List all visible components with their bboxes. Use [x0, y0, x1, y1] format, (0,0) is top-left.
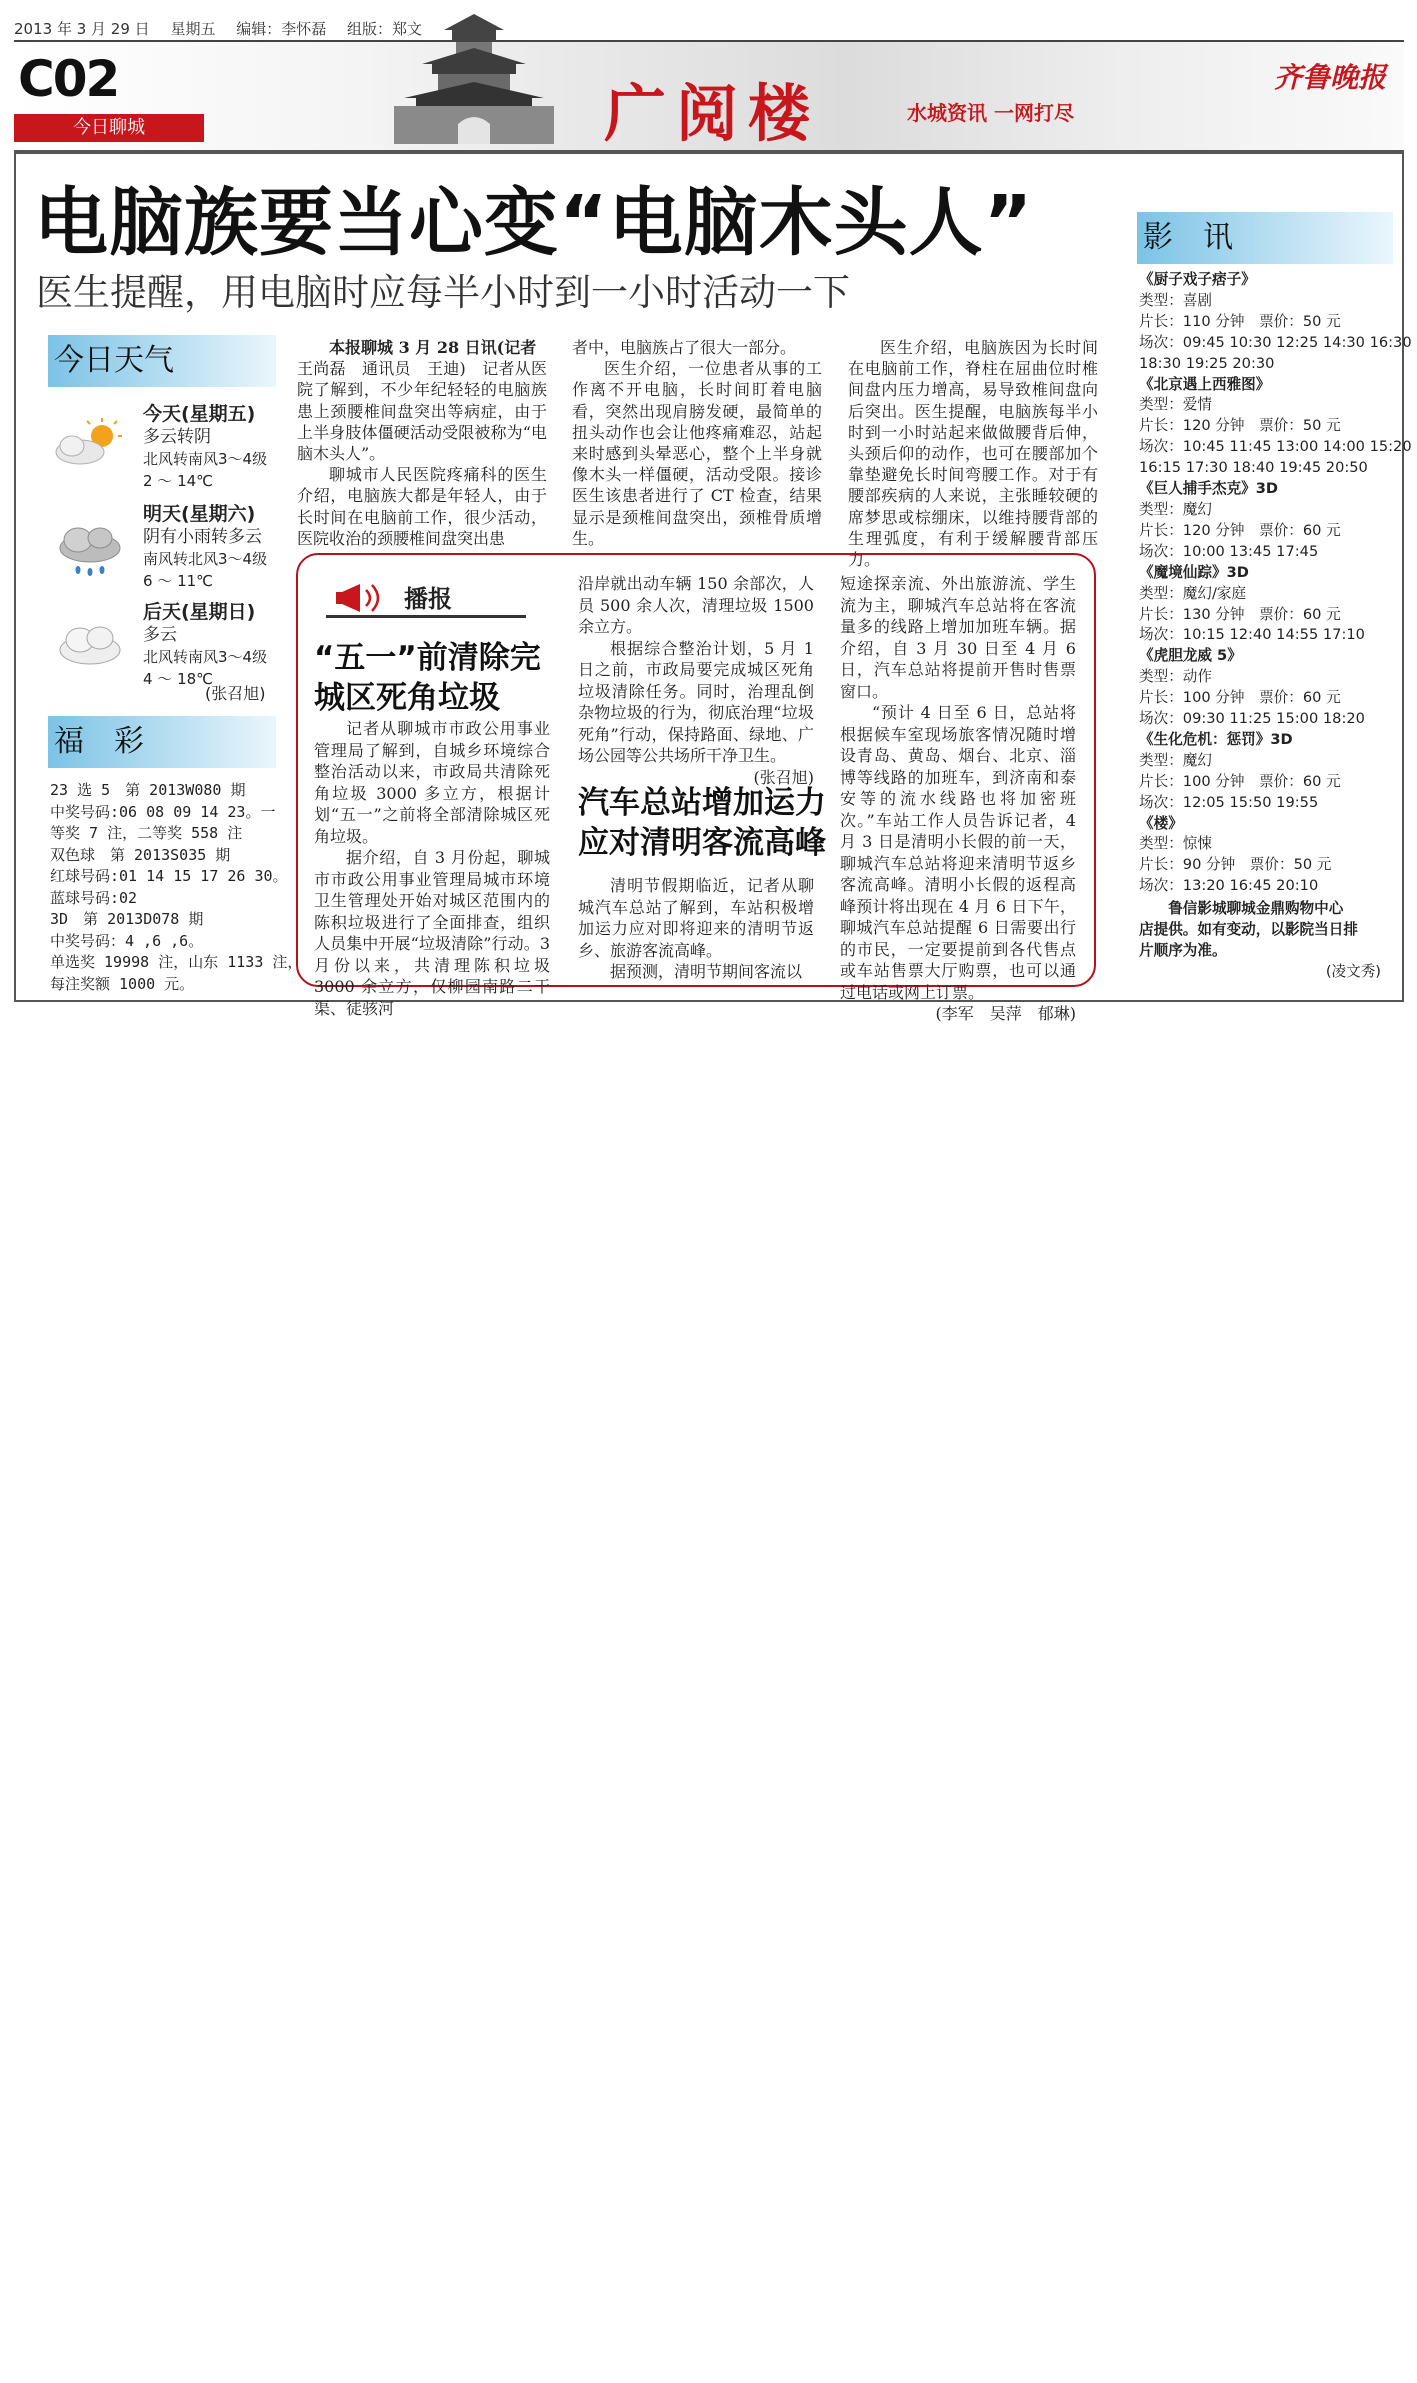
- sub-headline: 医生提醒，用电脑时应每半小时到一小时活动一下: [36, 271, 850, 314]
- film-showtimes: 场次：13:20 16:45 20:10: [1139, 877, 1319, 895]
- main-headline: 电脑族要当心变“电脑木头人”: [34, 180, 1034, 266]
- film-length-price: [1139, 855, 1401, 876]
- lottery-line: 红球号码:01 14 15 17 26 30。: [50, 867, 288, 885]
- film-title: 《虎胆龙威 5》: [1139, 647, 1242, 665]
- brief2-credit: (李军 吴萍 郁琳): [935, 1004, 1076, 1023]
- cinema-listings: [1139, 270, 1412, 983]
- lottery-heading: 福 彩: [48, 716, 276, 768]
- section-tag: 今日聊城: [14, 114, 204, 142]
- film-price: 票价：60 元: [1259, 689, 1341, 707]
- article-column-3: [848, 337, 1098, 570]
- rain-cloud-icon: [50, 520, 130, 580]
- film-entry: [1139, 375, 1412, 480]
- column-title: 广阅楼: [604, 77, 821, 150]
- film-title: 《魔境仙踪》3D: [1139, 563, 1249, 581]
- film-length: 片长：100 分钟: [1139, 772, 1245, 790]
- lottery-line: 3D 第 2013D078 期: [50, 910, 204, 928]
- film-showtimes: 16:15 17:30 18:40 19:45 20:50: [1139, 459, 1368, 477]
- brief-label: 播报: [326, 580, 526, 618]
- weather-wind: 北风转南风3～4级: [143, 450, 268, 468]
- brief2-title-line2: 应对清明客流高峰: [578, 825, 826, 861]
- film-showtimes: 场次：09:30 11:25 15:00 18:20: [1139, 710, 1365, 728]
- page-number: C02: [18, 50, 119, 108]
- cinema-note-line: 片顺序为准。: [1139, 942, 1227, 959]
- weather-wind: 南风转北风3～4级: [143, 550, 268, 568]
- film-length: 片长：100 分钟: [1139, 689, 1245, 707]
- article-paragraph: 医生介绍，一位患者从事的工作离不开电脑，长时间盯着电脑看，突然出现肩膀发硬，最简单的扭头动作也会让他疼痛难忍，站起来时感到头晕恶心，整个上半身就像木头一样僵硬，活动受限。接诊医生该患者进行了 CT 检查，结果显示是颈椎间盘突出，颈椎骨质增生。: [572, 359, 822, 548]
- film-length: 片长：90 分钟: [1139, 856, 1236, 874]
- article-paragraph: 聊城市人民医院疼痛科的医生介绍，电脑族大都是年轻人，由于长时间在电脑前工作，很少活动，医院收治的颈腰椎间盘突出患: [297, 465, 547, 548]
- film-type: 类型：魔幻/家庭: [1139, 584, 1247, 602]
- film-price: 票价：50 元: [1249, 856, 1332, 874]
- article-paragraph: 医生介绍，电脑族因为长时间在电脑前工作，脊柱在屈曲位时椎间盘内压力增高，易导致椎间盘向后突出。医生提醒，电脑族每半小时到一小时站起来做做腰背后伸，头颈后仰的动作，也可在腰部加个靠垫避免长时间弯腰工作。对于有腰部疾病的人来说，主张睡较硬的席梦思或棕绷床，以维持腰背部的生理弧度，有利于缓解腰背部压力。: [848, 338, 1098, 570]
- article-column-1: [297, 337, 547, 549]
- editor-credit: 编辑：李怀磊: [236, 20, 327, 38]
- film-type: 类型：魔幻: [1139, 751, 1212, 769]
- film-length: 片长：120 分钟: [1139, 417, 1245, 435]
- film-length-price: [1139, 688, 1401, 709]
- cloud-icon: [50, 616, 130, 676]
- film-length-price: [1139, 605, 1401, 626]
- film-price: 票价：50 元: [1259, 417, 1341, 435]
- weather-today: [143, 403, 267, 492]
- film-type: 类型：魔幻: [1139, 500, 1212, 518]
- film-showtimes: 场次：10:45 11:45 13:00 14:00 15:20: [1139, 438, 1412, 456]
- film-title: 《生化危机：惩罚》3D: [1139, 730, 1293, 748]
- film-type: 类型：惊悚: [1139, 835, 1212, 853]
- weather-day-after: [143, 601, 267, 690]
- brief1-title-line2: 城区死角垃圾: [314, 680, 500, 716]
- article-column-2: [572, 337, 822, 549]
- film-entry: [1139, 479, 1401, 563]
- film-showtimes: 18:30 19:25 20:30: [1139, 354, 1275, 372]
- film-title: 《巨人捕手杰克》3D: [1139, 480, 1279, 498]
- film-title: 《楼》: [1139, 814, 1183, 832]
- film-entry: [1139, 814, 1401, 898]
- film-type: 类型：爱情: [1139, 396, 1212, 414]
- weather-condition: 多云: [143, 625, 177, 645]
- column-slogan: 水城资讯 一网打尽: [907, 101, 1074, 125]
- brief1-body-cont: [578, 573, 814, 788]
- film-entry: [1139, 270, 1412, 375]
- film-entry: [1139, 730, 1401, 814]
- issue-date: 2013 年 3 月 29 日: [14, 20, 150, 38]
- brief2-title: [578, 783, 826, 863]
- film-type: 类型：动作: [1139, 668, 1212, 686]
- cinema-credit: (凌文秀): [1325, 962, 1381, 980]
- brief2-body-cont: [840, 573, 1076, 1025]
- film-showtimes: 场次：10:00 13:45 17:45: [1139, 542, 1319, 560]
- film-length-price: [1139, 312, 1401, 333]
- lottery-results: [50, 780, 302, 995]
- brief-paragraph: 沿岸就出动车辆 150 余部次，人员 500 余人次，清理垃圾 1500 余立方。: [578, 574, 814, 636]
- brief1-body: [314, 718, 550, 1019]
- film-price: 票价：60 元: [1259, 521, 1341, 539]
- weather-tomorrow: [143, 503, 267, 592]
- cinema-note-line: 鲁信影城聊城金鼎购物中心: [1168, 900, 1344, 918]
- film-length-price: [1139, 772, 1401, 793]
- film-showtimes: 场次：12:05 15:50 19:55: [1139, 793, 1319, 811]
- film-length-price: [1139, 416, 1401, 437]
- article-paragraph: 者中，电脑族占了很大一部分。: [572, 338, 797, 357]
- lottery-line: 每注奖额 1000 元。: [50, 974, 195, 993]
- film-length: 片长：130 分钟: [1139, 605, 1245, 623]
- weather-day-label: 明天(星期六): [143, 503, 256, 525]
- weather-credit: (张召旭): [205, 684, 266, 703]
- film-price: 票价：60 元: [1259, 605, 1341, 623]
- article-lead: 本报聊城 3 月 28 日讯(记者: [329, 338, 537, 357]
- article-paragraph: 王尚磊 通讯员 王迪) 记者从医院了解到，不少年纪轻轻的电脑族患上颈腰椎间盘突出等病症，由于上半身肢体僵硬活动受限被称为“电脑木头人”。: [297, 359, 547, 464]
- brief1-title: [314, 638, 541, 718]
- weather-heading: 今日天气: [48, 335, 276, 387]
- brief1-credit: (张召旭): [753, 767, 814, 787]
- film-showtimes: 场次：09:45 10:30 12:25 14:30 16:30: [1139, 333, 1412, 351]
- brief-paragraph: 据预测，清明节期间客流以: [610, 962, 803, 981]
- film-length: 片长：120 分钟: [1139, 521, 1245, 539]
- issue-weekday: 星期五: [170, 20, 216, 38]
- weather-condition: 多云转阴: [143, 427, 211, 447]
- lottery-line: 中奖号码：4 ,6 ,6。: [50, 931, 204, 950]
- brief-paragraph: “预计 4 日至 6 日，总站将根据候车室现场旅客情况随时增设青岛、黄岛、烟台、北京、淄博等线路的加班车，到济南和泰安等的流水线路也将加密班次。”车站工作人员告诉记者，4 月 3 日是清明小长假的前一天，聊城汽车总站将迎来清明节返乡客流高峰。清明小长假的返程高峰预计将出现在 4 月 6 日下午，聊城汽车总站提醒 6 日需要出行的市民，一定要提前到各代售点或车站售票大厅购票，也可以通过电话或网上订票。: [840, 703, 1076, 1002]
- film-type: 类型：喜剧: [1139, 291, 1212, 309]
- weather-wind: 北风转南风3～4级: [143, 648, 268, 666]
- film-price: 票价：50 元: [1259, 312, 1341, 330]
- lottery-line: 中奖号码:06 08 09 14 23。一: [50, 802, 276, 821]
- layout-credit: 组版：郑文: [347, 20, 423, 38]
- film-price: 票价：60 元: [1259, 772, 1341, 790]
- newspaper-logo: 齐鲁晚报: [1274, 61, 1387, 94]
- lottery-line: 23 选 5 第 2013W080 期: [50, 781, 246, 799]
- brief-paragraph: 清明节假期临近，记者从聊城汽车总站了解到，车站积极增加运力应对即将迎来的清明节返乡、旅游客流高峰。: [578, 876, 814, 960]
- brief-paragraph: 根据综合整治计划，5 月 1 日之前，市政局要完成城区死角垃圾清除任务。同时，治理乱倒杂物垃圾的行为，彻底治理“垃圾死角”行动，保持路面、绿地、广场公园等公共场所干净卫生。: [578, 638, 814, 765]
- weather-condition: 阴有小雨转多云: [143, 527, 262, 547]
- film-length-price: [1139, 521, 1401, 542]
- film-title: 《北京遇上西雅图》: [1139, 375, 1271, 393]
- brief2-title-line1: 汽车总站增加运力: [578, 785, 826, 821]
- brief1-title-line1: “五一”前清除完: [314, 640, 541, 676]
- cinema-heading: 影 讯: [1137, 212, 1393, 264]
- film-entry: [1139, 563, 1401, 647]
- partly-sunny-icon: [50, 412, 130, 472]
- weather-temp: 4 ～ 18℃: [143, 670, 214, 688]
- brief2-body: [578, 875, 814, 983]
- film-showtimes: 场次：10:15 12:40 14:55 17:10: [1139, 626, 1365, 644]
- weather-day-label: 今天(星期五): [143, 403, 256, 425]
- lottery-line: 等奖 7 注，二等奖 558 注: [50, 824, 243, 842]
- lottery-line: 单选奖 19998 注，山东 1133 注，: [50, 953, 303, 971]
- brief-paragraph: 据介绍，自 3 月份起，聊城市市政公用事业管理局城市环境卫生管理处开始对城区范围内的陈积垃圾进行了全面排查，组织人员集中开展“垃圾清除”行动。3 月份以来，共清理陈积垃圾 3000 余立方，仅柳园南路二干渠、徒骇河: [314, 848, 550, 1018]
- weather-day-label: 后天(星期日): [143, 601, 256, 623]
- lottery-line: 双色球 第 2013S035 期: [50, 845, 231, 864]
- film-length: 片长：110 分钟: [1139, 312, 1245, 330]
- brief-paragraph: 记者从聊城市市政公用事业管理局了解到，自城乡环境综合整治活动以来，市政局共清除死角垃圾 3000 多立方，根据计划“五一”之前将全部清除城区死角垃圾。: [314, 719, 550, 846]
- drum-tower-icon: [374, 12, 574, 144]
- lottery-line: 蓝球号码:02: [50, 888, 138, 907]
- masthead: [14, 40, 1404, 154]
- weather-temp: 2 ～ 14℃: [143, 472, 214, 490]
- cinema-note-line: 店提供。如有变动，以影院当日排: [1139, 921, 1358, 939]
- film-title: 《厨子戏子痞子》: [1139, 271, 1256, 288]
- film-entry: [1139, 646, 1401, 730]
- cinema-note: [1139, 899, 1401, 962]
- weather-temp: 6 ～ 11℃: [143, 572, 214, 590]
- brief-paragraph: 短途探亲流、外出旅游流、学生流为主，聊城汽车总站将在客流量多的线路上增加加班车辆。据介绍，自 3 月 30 日至 4 月 6 日，汽车总站将提前开售时售票窗口。: [840, 574, 1076, 701]
